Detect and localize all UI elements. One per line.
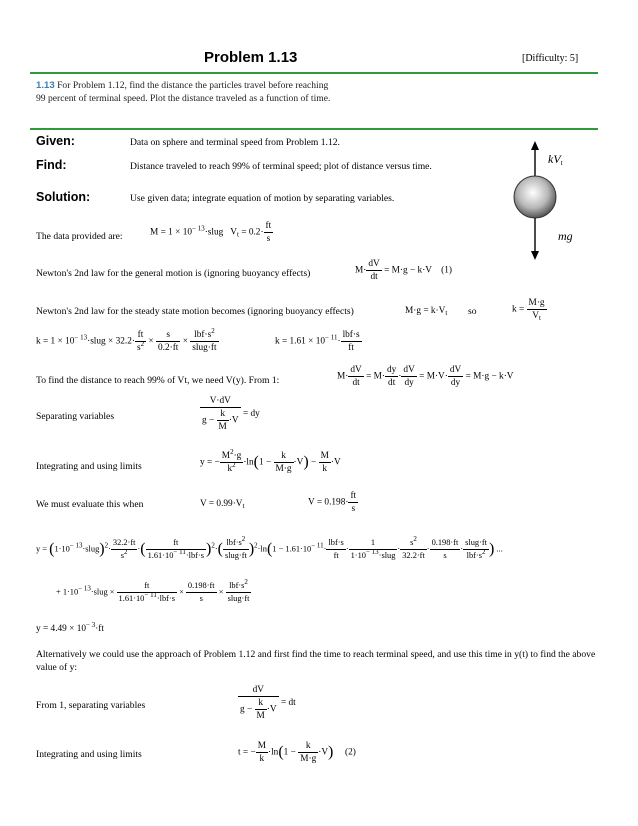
evaluate-text: We must evaluate this when (36, 499, 144, 510)
chain-rule-equation: M· $\frac{dV}{dt}$ = M· $\frac{dy}{dt}$ · $\frac{dV}{dy}$ = M·V· $\frac{dV}{dy}$ = M·g − k·V (337, 365, 514, 388)
find-distance-text: To find the distance to reach 99% of Vt, we need V(y). From 1: (36, 375, 280, 386)
solution-text: Use given data; integrate equation of motion by separating variables. (130, 193, 395, 204)
v-condition: $V = 0.99\cdot V_t$ (200, 499, 245, 510)
alternative-text: Alternatively we could use the approach of Problem 1.12 and first find the time to reach terminal speed, and use this time in y(t) to find the above value of y: (36, 649, 596, 673)
sphere (514, 176, 556, 218)
newton-steady-text: Newton's 2nd law for the steady state motion becomes (ignoring buoyancy effects) (36, 306, 354, 317)
problem-text: For Problem 1.12, find the distance the particles travel before reaching 99 percent of terminal speed. Plot the distance traveled as a function of time. (36, 80, 331, 104)
newton-general-text: Newton's 2nd law for the general motion is (ignoring buoyancy effects) (36, 268, 311, 279)
from1-text: From 1, separating variables (36, 700, 146, 711)
difficulty-label: [Difficulty: 5] (522, 53, 579, 64)
time-separated-equation: dV g − $\frac{k}{M}$ ·V = dt (240, 685, 296, 721)
given-label: Given: (36, 134, 75, 148)
v-value: V = 0.198· $\frac{ft}{s}$ (308, 491, 357, 514)
given-text: Data on sphere and terminal speed from Problem 1.12. (130, 137, 340, 148)
eq1-tag: (1) (441, 265, 452, 276)
equation-1: M· $\frac{dV}{dt}$ = M·g − k·V (1) (355, 259, 452, 282)
k-definition: k = $\frac{M\cdot g}{V_t}$ (512, 298, 545, 322)
k-computation: $k = 1 \times 10^{- 13}\cdot slug \times 32.2\cdot$ $\frac{ft}{s^2}$ × $\frac{s}{0.2\cdot ft}$ × $\frac{lbf\cdot s^2}{\text{slug·ft}}$ (36, 327, 217, 353)
header-rule (30, 72, 598, 74)
data-equation: $M = 1 \times 10^{- 13}\cdot slug$ $V_t = 0.2\cdot$ $\frac{ft}{s}$ (150, 221, 272, 244)
drag-force-label: $kV_t$ (548, 152, 563, 167)
solution-label: Solution: (36, 190, 91, 204)
weight-label: mg (558, 229, 573, 243)
sphere-diagram (500, 140, 570, 265)
find-label: Find: (36, 158, 67, 172)
y-evaluation-line1: $y = (1\cdot 10^{- 13}\cdot slug)^2\cdot$ $\frac{32.2\cdot ft}{s^2}$ ·( $\frac{ft}{1.61\cdot 10^{- 11}\cdot lbf\cdot s}$ )$^2$·( $\frac{lbf\cdot s^2}{\text{slug·ft}}$ )$^2\cdot\ln(1 - 1.61\cdot 10^{- 11}\cdot$ $\frac{\text{lbf·s}}{ft}$ · $\frac{1}{1\cdot 10^{- 13}\cdot slug}$ · $\frac{s^2}{32.2\cdot ft}$ · $\frac{0.198\cdot ft}{s}$ · $\frac{\text{slug·ft}}{lbf\cdot s^2}$ ) ... (36, 535, 503, 560)
separating-text: Separating variables (36, 411, 115, 422)
weight-arrowhead (531, 251, 539, 260)
problem-number: 1.13 (36, 80, 55, 91)
y-result: $y = 4.49 \times 10^{- 3}\cdot ft$ (36, 621, 104, 634)
data-provided-text: The data provided are: (36, 231, 123, 242)
separated-equation: V·dV g − $\frac{k}{M}$ ·V = dy (202, 396, 260, 432)
integrating2-text: Integrating and using limits (36, 749, 142, 760)
page-title: Problem 1.13 (204, 49, 298, 66)
find-text: Distance traveled to reach 99% of terminal speed; plot of distance versus time. (130, 161, 432, 172)
problem-statement (36, 80, 336, 105)
k-result: $k = 1.61 \times 10^{- 11}\cdot$ $\frac{\text{lbf·s}}{ft}$ (275, 330, 360, 353)
integrated-equation: y = − $\frac{M^2\cdot g}{k^2}$ ·ln(1 − $\frac{k}{M\cdot g}$ ·V) − $\frac{M}{k}$ ·V (200, 448, 341, 474)
problem-rule (30, 128, 598, 130)
y-evaluation-line2: + $1\cdot 10^{- 13}\cdot slug$ × $\frac{ft}{1.61\cdot 10^{- 11}\cdot lbf\cdot s}$ × $\frac{0.198\cdot ft}{s}$ × $\frac{lbf\cdot s^2}{\text{slug·ft}}$ (56, 578, 250, 603)
so-text: so (468, 306, 477, 317)
eq2-tag: (2) (344, 747, 356, 758)
steady-equation: $M\cdot g = k\cdot V_t$ (405, 306, 448, 317)
drag-arrowhead (531, 141, 539, 150)
equation-2: t = − $\frac{M}{k}$ ·ln(1 − $\frac{k}{M\cdot g}$ ·V) (2) (238, 741, 356, 764)
integrating-text: Integrating and using limits (36, 461, 142, 472)
